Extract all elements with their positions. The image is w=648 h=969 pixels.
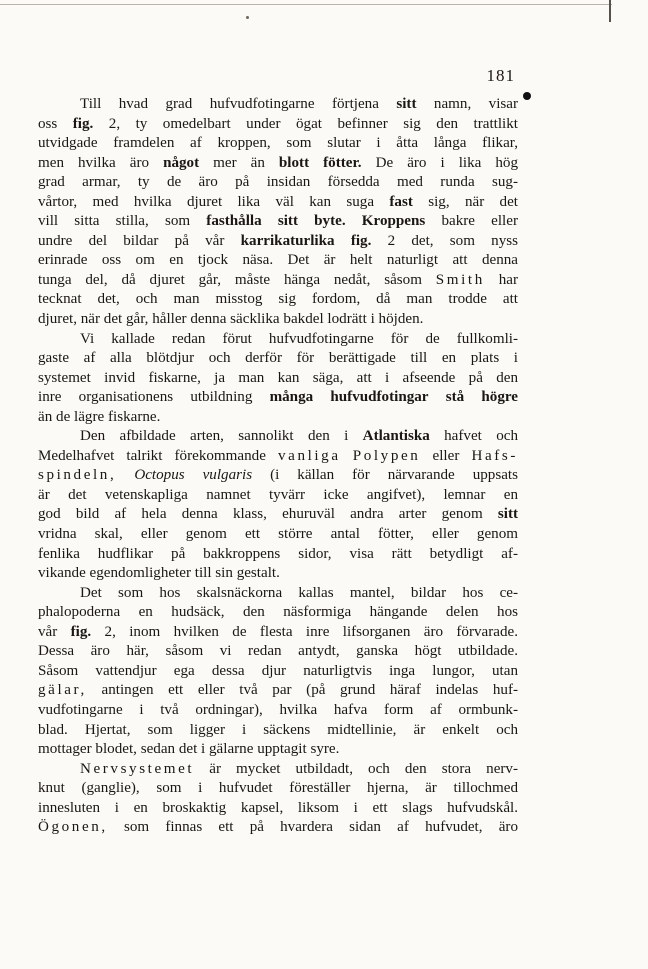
text-line: blad. Hjertat, som ligger i säckens midtellinie, är enkelt och	[38, 721, 518, 738]
text-line: gälar, antingen ett eller två par (på grund häraf indelas huf-	[38, 682, 518, 699]
ink-smudge	[246, 16, 249, 19]
text-line: fenlika hudflikar på bakkroppens sidor, visa rätt betydligt af-	[38, 545, 518, 562]
ink-spot	[523, 92, 531, 100]
text-line: vridna skal, eller genom ett större antal fötter, eller genom	[38, 526, 518, 543]
text-line: vill sitta stilla, som fasthålla sitt byte. Kroppens bakre eller	[38, 213, 518, 230]
text-line: erinrade oss om en tjock näsa. Det är helt naturligt att denna	[38, 252, 518, 269]
page-edge-mark	[609, 0, 611, 22]
text-line: mottager blodet, sedan det i gälarne upptagit syre.	[38, 741, 340, 758]
text-line: vårtor, med hvilka djuret lika väl kan suga fast sig, när det	[38, 193, 518, 210]
text-line: tunga del, då djuret går, måste hänga nedåt, såsom Smith har	[38, 271, 519, 288]
text-line: undre del bildar på vår karrikaturlika fig. 2 det, som nyss	[38, 232, 519, 249]
text-line: Såsom vattendjur ega dessa djur naturligtvis inga lungor, utan	[38, 662, 518, 679]
page-number: 181	[486, 66, 515, 85]
text-line: Vi kallade redan förut hufvudfotingarne för de fullkomli-	[80, 330, 518, 347]
text-line: grad armar, ty de äro på insidan försedda med runda sug-	[38, 174, 518, 191]
text-line: Till hvad grad hufvudfotingarne förtjena sitt namn, visar	[80, 96, 518, 112]
text-line: djuret, när det går, håller denna säcklika bakdel lodrätt i höjden.	[38, 311, 424, 328]
text-line: Den afbildade arten, sannolikt den i Atlantiska hafvet och	[80, 428, 518, 445]
text-line: innesluten i en broskaktig kapsel, liksom i ett slags hufvudskål.	[38, 799, 518, 816]
text-line: phalopoderna en hudsäck, den näsformiga hängande delen hos	[38, 604, 518, 621]
text-line: gaste af alla blötdjur och derför för berättigade till en plats i	[38, 350, 518, 367]
text-line: vudfotingarne i två ordningar), hvilka hafva form af ormbunk-	[38, 701, 518, 718]
text-line: Nervsystemet är mycket utbildadt, och den stora nerv-	[80, 760, 518, 777]
text-line: inre organisationens utbildning många hufvudfotingar stå högre	[38, 389, 518, 406]
text-line: tecknat det, och man misstog sig fordom, då man trodde att	[38, 291, 518, 308]
text-line: vikande egendomligheter till sin gestalt.	[38, 565, 280, 582]
text-line: god bild af hela denna klass, ehuruväl andra arter genom sitt	[38, 506, 518, 523]
text-line: systemet invid fiskarne, ja man kan säga, att i afseende på den	[38, 369, 518, 386]
text-line: Dessa äro här, såsom vi redan antydt, ganska högt utbildade.	[38, 643, 518, 660]
text-line: Medelhafvet talrikt förekommande vanliga Polypen eller Hafs-	[38, 447, 518, 464]
text-line: knut (ganglie), som i hufvudet föreställer hjerna, är tillochmed	[38, 780, 518, 797]
text-line: spindeln, Octopus vulgaris (i källan för närvarande uppsats	[38, 467, 518, 484]
text-line: Det som hos skalsnäckorna kallas mantel, bildar hos ce-	[80, 584, 518, 601]
text-line: utvidgade framdelen af kroppen, som slutar i åtta långa flikar,	[38, 135, 518, 152]
text-line: vår fig. 2, inom hvilken de flesta inre lifsorganen äro förvarade.	[38, 623, 518, 640]
page-top-edge	[0, 4, 612, 5]
text-line: men hvilka äro något mer än blott fötter. De äro i lika hög	[38, 154, 518, 171]
text-line: är det vetenskapliga namnet tyvärr icke angifvet), lemnar en	[38, 486, 518, 503]
text-line: än de lägre fiskarne.	[38, 408, 161, 425]
body-text	[38, 95, 518, 838]
text-line: Ögonen, som finnas ett på hvardera sidan af hufvudet, äro	[38, 819, 518, 836]
text-line: oss fig. 2, ty omedelbart under ögat befinner sig den trattlikt	[38, 115, 518, 132]
